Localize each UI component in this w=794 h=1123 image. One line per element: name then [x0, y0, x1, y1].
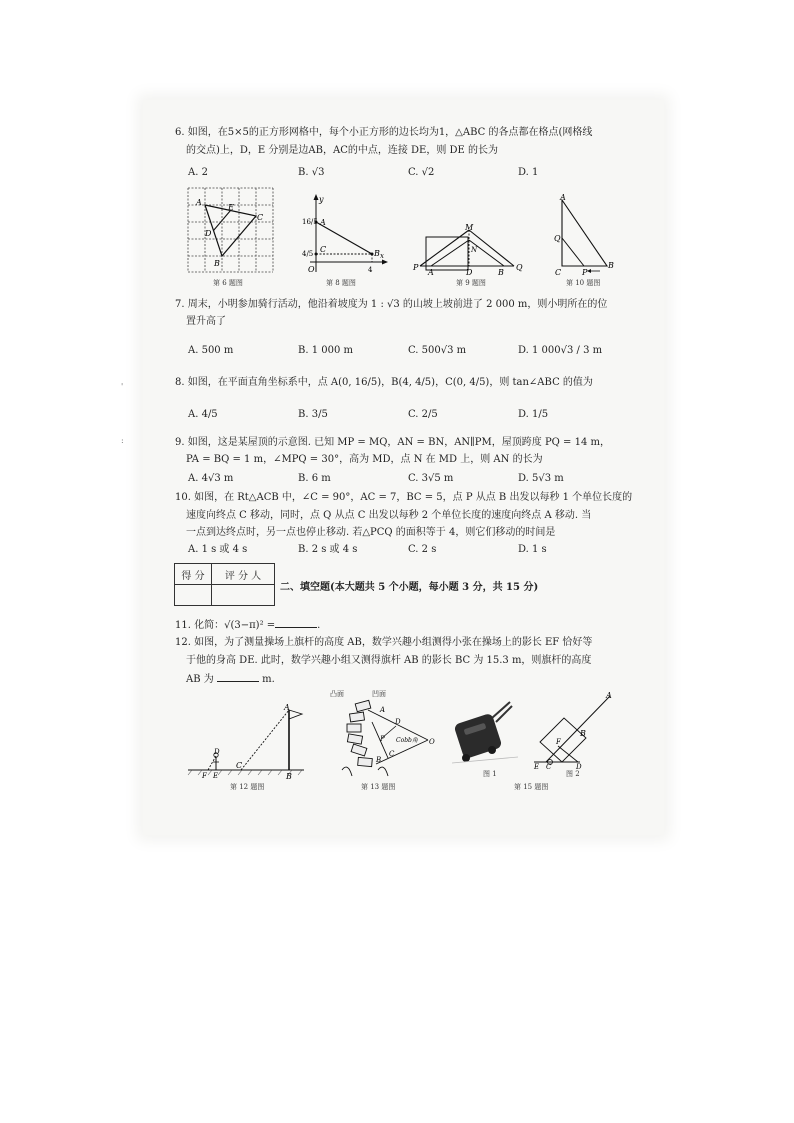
- q10-options: [188, 543, 628, 557]
- q6-option-b: B. √3: [298, 167, 325, 178]
- caption-fig13: 第 13 题图: [361, 783, 396, 791]
- q9-line2: PA = BQ = 1 m，∠MPQ = 30°，高为 MD，点 N 在 MD 上，则 AN 的长为: [186, 454, 543, 465]
- q9-options: [188, 472, 628, 486]
- label-c: C: [555, 268, 562, 276]
- label-4-5: 4/5: [302, 250, 314, 258]
- q9-option-b: B. 6 m: [298, 473, 331, 484]
- label-q: Q: [554, 234, 561, 243]
- figure-13-spine: [338, 698, 438, 780]
- q11-line: [175, 617, 320, 633]
- q11-suffix: .: [317, 620, 321, 631]
- q11-prefix: 11. 化简：√(3−π)² =: [175, 620, 276, 631]
- label-concave: 凹面: [372, 690, 386, 698]
- q6-options: [188, 166, 628, 180]
- label-a: A: [380, 706, 386, 714]
- caption-fig12: 第 12 题图: [230, 783, 265, 791]
- q7-option-a: A. 500 m: [188, 345, 234, 356]
- label-c: C: [546, 763, 552, 770]
- section-2-heading: 二、填空题(本大题共 5 个小题，每小题 3 分，共 15 分): [280, 582, 539, 593]
- label-a: A: [428, 268, 434, 277]
- score-table: [174, 563, 275, 606]
- label-b: B: [498, 268, 504, 277]
- q11-answer-blank[interactable]: [275, 617, 317, 628]
- label-d: D: [466, 268, 473, 277]
- q12-answer-blank[interactable]: [217, 671, 259, 682]
- label-cobb: Cobb角: [396, 737, 418, 744]
- caption-fig9: 第 9 题图: [456, 279, 486, 287]
- label-p: P: [380, 735, 385, 743]
- q8-line1: 8. 如图，在平面直角坐标系中，点 A(0, 16/5)，B(4, 4/5)，C(0, 4/5)，则 tan∠ABC 的值为: [175, 377, 593, 388]
- label-b: B: [580, 729, 586, 738]
- label-o: O: [308, 265, 315, 274]
- label-e: E: [534, 763, 540, 770]
- q8-options: [188, 408, 628, 422]
- label-d: D: [576, 763, 582, 770]
- label-b: B: [374, 249, 380, 258]
- q10-option-a: A. 1 s 或 4 s: [188, 544, 248, 555]
- q9-option-d: D. 5√3 m: [518, 473, 564, 484]
- q10-line3: 一点到达终点时，另一点也停止移动. 若△PCQ 的面积等于 4，则它们移动的时间是: [186, 527, 556, 538]
- q12-line1: 12. 如图，为了测量操场上旗杆的高度 AB，数学兴趣小组测得小张在操场上的影长 EF 恰好等: [175, 637, 593, 648]
- q10-line2: 速度向终点 C 移动，同时，点 Q 从点 C 出发以每秒 2 个单位长度的速度向终点 A 移动. 当: [186, 510, 592, 521]
- q12-line3-suffix: m.: [262, 674, 275, 685]
- q7-options: [188, 344, 628, 358]
- binding-mark: :: [121, 436, 124, 445]
- label-e: E: [213, 772, 219, 780]
- q10-option-b: B. 2 s 或 4 s: [298, 544, 358, 555]
- caption-fig15-2: 图 2: [566, 770, 580, 778]
- q6-line2: 的交点)上，D，E 分别是边AB，AC的中点，连接 DE，则 DE 的长为: [186, 145, 499, 156]
- grader-header: 评 分 人: [212, 564, 275, 585]
- label-4: 4: [368, 266, 373, 274]
- label-p: P: [413, 263, 419, 272]
- q9-option-c: C. 3√5 m: [408, 473, 454, 484]
- binding-mark: ': [121, 382, 124, 391]
- q9-option-a: A. 4√3 m: [188, 473, 234, 484]
- label-b: B: [376, 756, 382, 764]
- q9-line1: 9. 如图，这是某屋顶的示意图. 已知 MP = MQ，AN = BN，AN∥PM，屋顶跨度 PQ = 14 m，: [175, 437, 610, 448]
- label-c: C: [389, 750, 395, 758]
- label-e: E: [228, 203, 234, 212]
- label-b: B: [608, 261, 614, 270]
- q12-line3: [186, 671, 275, 687]
- score-cell[interactable]: [175, 585, 212, 606]
- q7-option-c: C. 500√3 m: [408, 345, 467, 356]
- grader-cell[interactable]: [212, 585, 275, 606]
- q6-line1: 6. 如图，在5×5的正方形网格中，每个小正方形的边长均为1，△ABC 的各点都在格点(网格线: [175, 127, 593, 138]
- label-16-5: 16/5: [302, 218, 318, 226]
- caption-fig10: 第 10 题图: [566, 279, 601, 287]
- label-b: B: [286, 772, 292, 780]
- score-header: 得 分: [175, 564, 212, 585]
- figure-6-grid: [184, 186, 276, 276]
- q8-option-d: D. 1/5: [518, 409, 549, 420]
- label-q: Q: [516, 263, 523, 272]
- q10-line1: 10. 如图，在 Rt△ACB 中，∠C = 90°，AC = 7，BC = 5，点 P 从点 B 出发以每秒 1 个单位长度的: [175, 492, 633, 503]
- figure-15-suitcase-photo: [448, 700, 528, 768]
- figure-15-diagram: [532, 690, 622, 770]
- caption-fig15: 第 15 题图: [514, 783, 549, 791]
- q7-option-d: D. 1 000√3 / 3 m: [518, 345, 603, 356]
- q7-option-b: B. 1 000 m: [298, 345, 353, 356]
- figure-9-roof: [412, 222, 530, 278]
- label-n: N: [471, 246, 478, 254]
- label-m: M: [465, 223, 474, 232]
- label-p: P: [582, 268, 588, 276]
- label-a: A: [320, 218, 326, 227]
- label-convex: 凸面: [330, 690, 344, 698]
- figure-12-flagpole: [186, 700, 306, 780]
- label-c: C: [320, 245, 327, 254]
- label-y: y: [319, 195, 324, 204]
- q6-option-c: C. √2: [408, 167, 435, 178]
- q12-line3-prefix: AB 为: [186, 674, 214, 685]
- label-a: A: [196, 198, 202, 207]
- label-f: F: [202, 772, 207, 780]
- label-a: A: [560, 193, 566, 202]
- label-a: A: [284, 703, 290, 712]
- label-d: D: [205, 229, 212, 238]
- label-d: D: [214, 748, 220, 756]
- label-a: A: [606, 691, 612, 700]
- q7-line1: 7. 周末，小明参加骑行活动，他沿着坡度为 1 : √3 的山坡上坡前进了 2 000 m，则小明所在的位: [175, 299, 608, 310]
- caption-fig15-1: 图 1: [483, 770, 497, 778]
- label-c: C: [236, 761, 243, 770]
- caption-fig6: 第 6 题图: [213, 279, 243, 287]
- label-f: F: [556, 738, 561, 746]
- label-c: C: [257, 213, 264, 222]
- q8-option-a: A. 4/5: [188, 409, 218, 420]
- q12-line2: 于他的身高 DE. 此时，数学兴趣小组又测得旗杆 AB 的影长 BC 为 15.3 m，则旗杆的高度: [186, 655, 592, 666]
- q7-line2: 置升高了: [186, 316, 226, 327]
- figure-8-coordinates: [300, 192, 390, 276]
- figure-10-triangle: [552, 192, 618, 276]
- q8-option-b: B. 3/5: [298, 409, 328, 420]
- label-b: B: [214, 259, 220, 268]
- caption-fig8: 第 8 题图: [326, 279, 356, 287]
- label-d: D: [395, 718, 401, 726]
- label-x: x: [380, 252, 384, 260]
- label-o: O: [429, 738, 435, 746]
- q6-option-a: A. 2: [188, 167, 208, 178]
- q10-option-c: C. 2 s: [408, 544, 437, 555]
- q10-option-d: D. 1 s: [518, 544, 547, 555]
- q8-option-c: C. 2/5: [408, 409, 438, 420]
- triangle-abc: [205, 205, 256, 256]
- q6-option-d: D. 1: [518, 167, 539, 178]
